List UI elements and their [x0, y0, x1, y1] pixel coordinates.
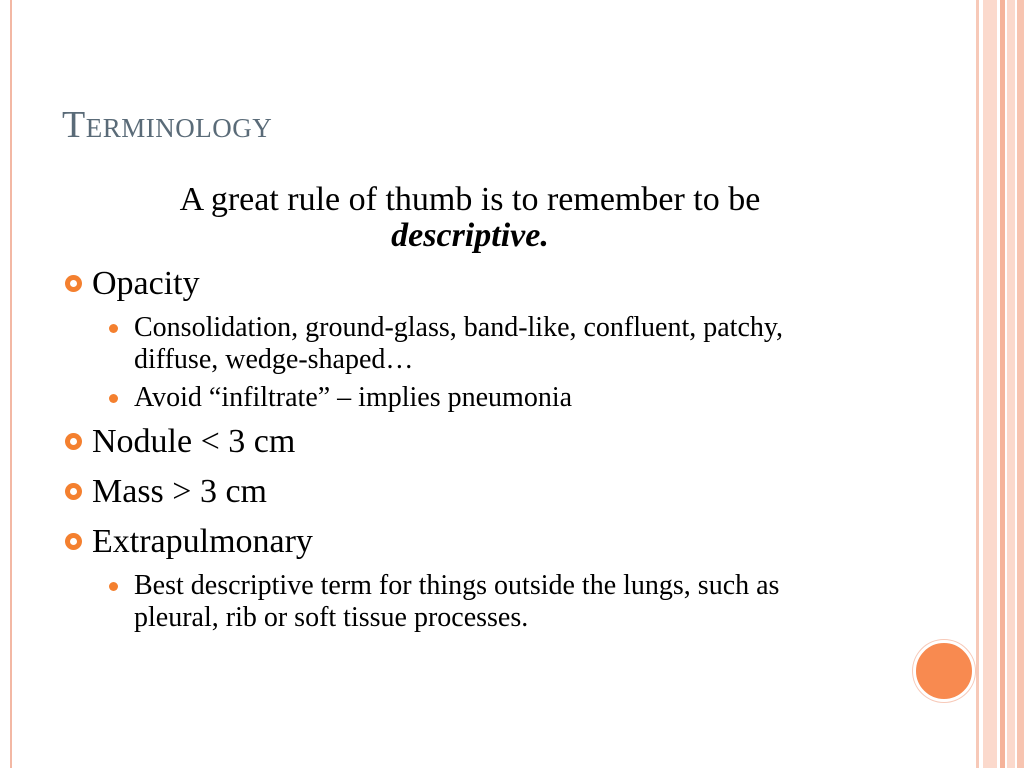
- sub-bullet-item: [134, 382, 854, 414]
- intro-emphasis: descriptive.: [391, 217, 549, 254]
- sub-bullet-text: Best descriptive term for things outside the lungs, such as pleural, rib or soft tissue processes.: [134, 570, 780, 633]
- stripe: [983, 0, 997, 768]
- left-border-line: [10, 0, 12, 768]
- stripe: [1000, 0, 1005, 768]
- bullet-item-opacity: [62, 262, 862, 306]
- stripe: [1017, 0, 1024, 768]
- sub-bullet-text: Avoid “infiltrate” – implies pneumonia: [134, 382, 573, 413]
- bullet-list: [62, 262, 862, 640]
- bullet-label: Extrapulmonary: [92, 523, 313, 560]
- bullet-item-extrapulmonary: [62, 520, 862, 564]
- sub-bullet-item: [134, 312, 854, 376]
- decorative-circle: [913, 640, 975, 702]
- bullet-label: Opacity: [92, 265, 200, 302]
- bullet-item-mass: [62, 470, 862, 514]
- right-decorative-stripes: [976, 0, 1024, 768]
- circle-bullet-icon: [65, 533, 82, 550]
- dot-bullet-icon: [109, 324, 118, 333]
- dot-bullet-icon: [109, 582, 118, 591]
- circle-bullet-icon: [65, 483, 82, 500]
- intro-text: [60, 182, 880, 254]
- stripe: [1007, 0, 1015, 768]
- dot-bullet-icon: [109, 394, 118, 403]
- sub-bullet-text: Consolidation, ground-glass, band-like, confluent, patchy, diffuse, wedge-shaped…: [134, 312, 784, 375]
- slide-title: Terminology: [62, 104, 273, 146]
- circle-bullet-icon: [65, 433, 82, 450]
- sub-bullet-item: [134, 570, 854, 634]
- circle-bullet-icon: [65, 275, 82, 292]
- bullet-label: Mass > 3 cm: [92, 473, 267, 510]
- bullet-item-nodule: [62, 420, 862, 464]
- stripe: [976, 0, 979, 768]
- intro-sentence: A great rule of thumb is to remember to be: [179, 181, 761, 218]
- bullet-label: Nodule < 3 cm: [92, 423, 296, 460]
